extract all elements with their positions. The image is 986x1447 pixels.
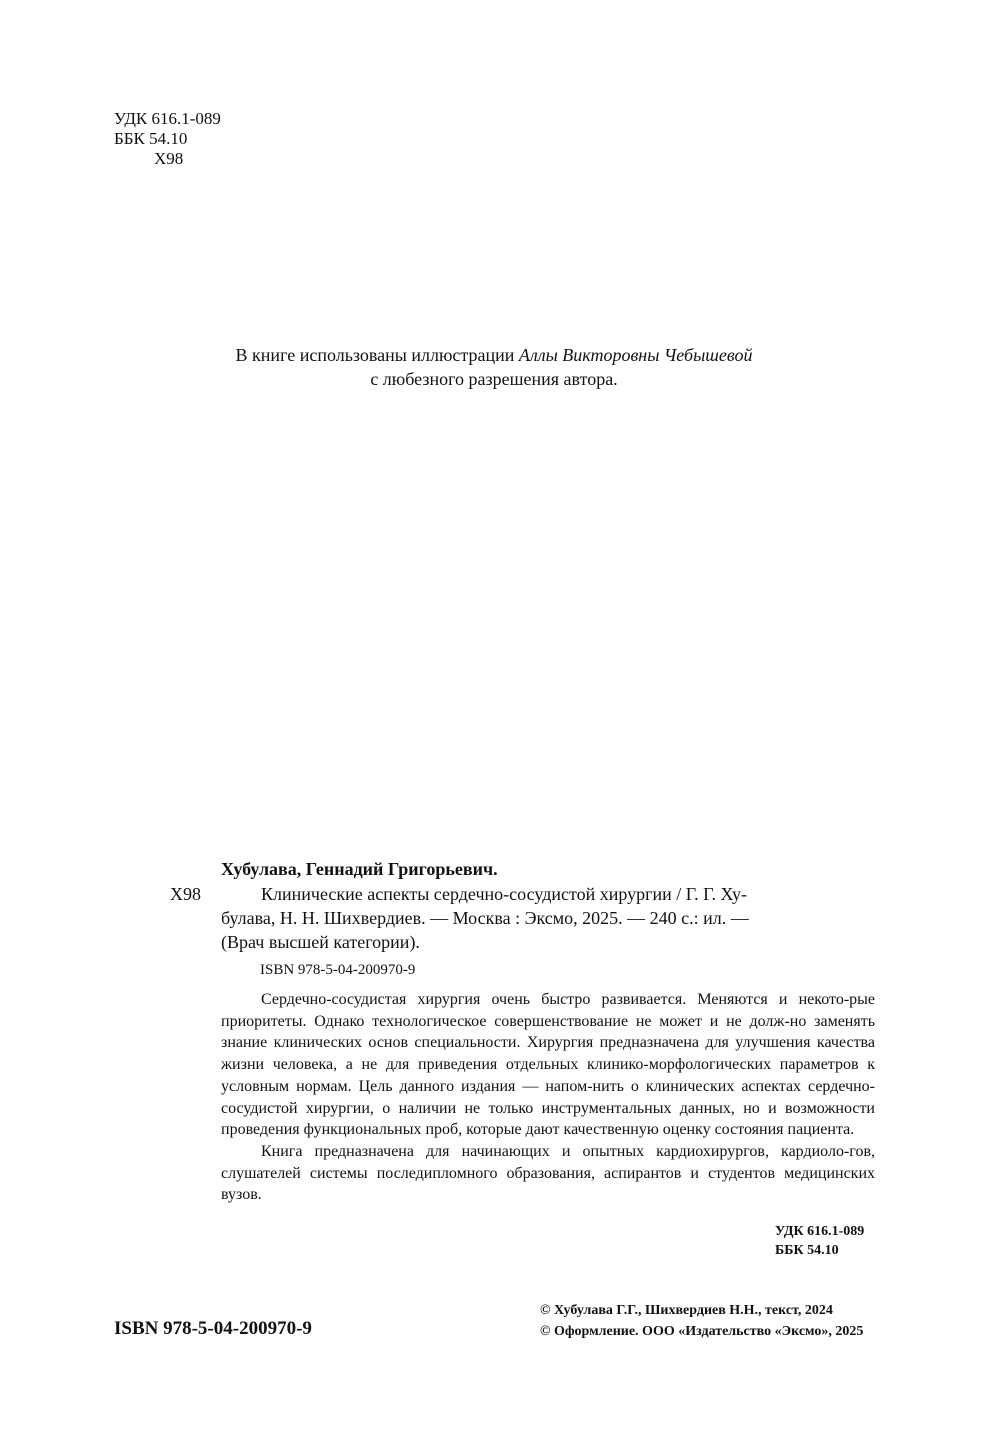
bbk-code: ББК 54.10 <box>114 129 188 148</box>
catalog-title <box>221 882 880 954</box>
illustrations-credit-line1 <box>150 343 838 367</box>
catalog-title-line3: (Врач высшей категории). <box>221 932 420 952</box>
copyright-block <box>540 1300 863 1342</box>
classification-codes-bottom <box>775 1222 864 1260</box>
catalog-title-line2: булава, Н. Н. Шихвердиев. — Москва : Эксмо, 2025. — 240 с.: ил. — <box>221 908 749 928</box>
classification-codes-top <box>114 109 221 169</box>
catalog-title-line1: Клинические аспекты сердечно-сосудистой хирургии / Г. Г. Ху- <box>261 884 747 904</box>
copyright-line-design: © Оформление. ООО «Издательство «Эксмо», 2025 <box>540 1324 864 1339</box>
udk-code: УДК 616.1-089 <box>114 109 221 128</box>
catalog-entry <box>170 858 880 954</box>
copyright-line-text: © Хубулава Г.Г., Шихвердиев Н.Н., текст, 2024 <box>540 1303 833 1318</box>
annotation-paragraph-1: Сердечно-сосудистая хирургия очень быстро развивается. Меняются и некото-рые приоритеты. Однако технологическое совершенствование не может и не долж-но заменять знание клинических основ специальности. Хирургия предназначена для улучшения качества жизни человека, а не для приведения отдельных клинико-морфологических параметров к условным нормам. Цель данного издания — напом-нить о клинических аспектах сердечно-сосудистой хирургии, о наличии не только инструментальных данных, но и возможности проведения функциональных проб, которые дают качественную оценку состояния пациента. <box>221 991 875 1139</box>
author-mark: Х98 <box>154 149 184 168</box>
illustrations-credit-prefix: В книге использованы иллюстрации <box>235 345 519 365</box>
catalog-author-mark: Х98 <box>170 884 201 904</box>
catalog-author-heading: Хубулава, Геннадий Григорьевич. <box>221 859 498 879</box>
udk-code-bottom: УДК 616.1-089 <box>775 1224 865 1239</box>
annotation-paragraph-2: Книга предназначена для начинающих и опытных кардиохирургов, кардиоло-гов, слушателей системы последипломного образования, аспирантов и студентов медицинских вузов. <box>221 1142 875 1204</box>
illustrations-credit <box>150 343 838 391</box>
illustrations-credit-line2: с любезного разрешения автора. <box>370 369 618 389</box>
catalog-isbn: ISBN 978-5-04-200970-9 <box>260 962 416 978</box>
annotation <box>221 989 875 1206</box>
illustrator-name: Аллы Викторовны Чебышевой <box>518 345 753 365</box>
bbk-code-bottom: ББК 54.10 <box>775 1243 839 1258</box>
catalog-description <box>170 882 880 954</box>
isbn-bottom: ISBN 978-5-04-200970-9 <box>114 1318 312 1339</box>
